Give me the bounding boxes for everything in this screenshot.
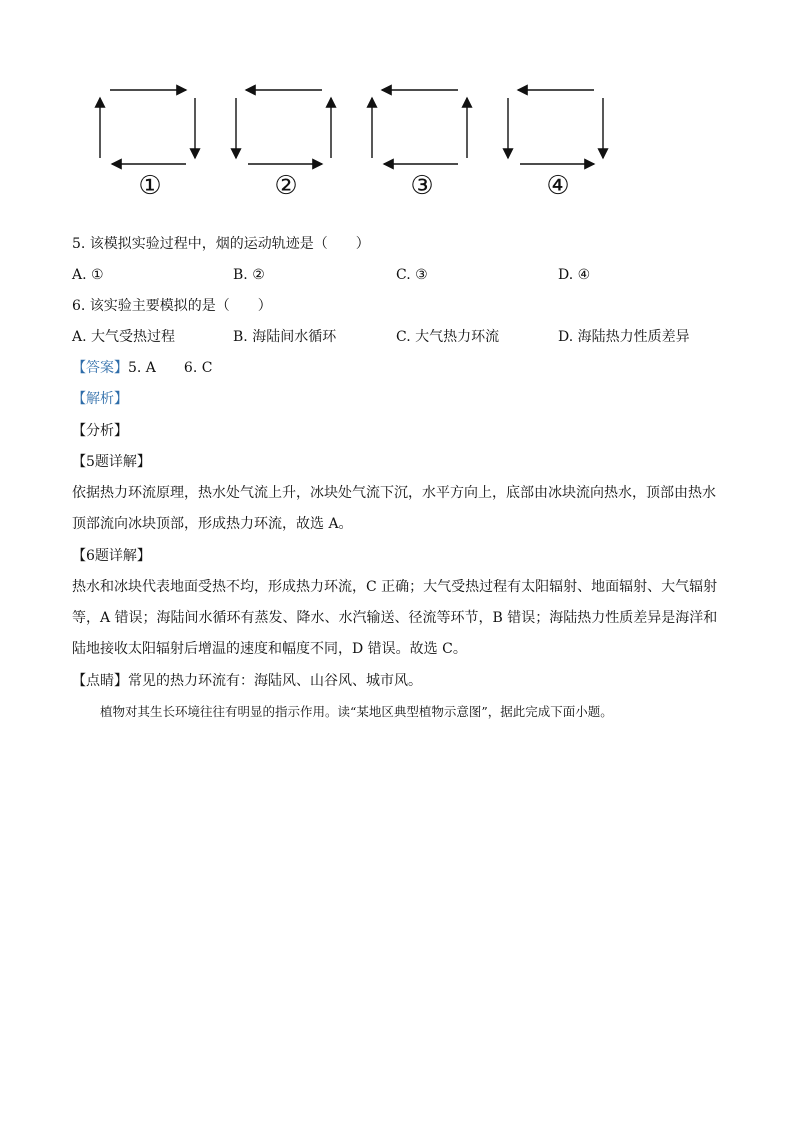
q6-option-a: A. 大气受热过程 [72,329,176,345]
q6-detail-text: 热水和冰块代表地面受热不均，形成热力环流，C 正确；大气受热过程有太阳辐射、地面辐射、大气辐射等，A 错误；海陆间水循环有蒸发、降水、水汽输送、径流等环节，B 错误；海陆热力性质差异是海洋和陆地接收太阳辐射后增温的速度和幅度不同，D 错误。故选 C。 [72,579,718,657]
q6-option-c: C. 大气热力环流 [396,329,500,345]
analysis-tag: 【解析】 [72,391,128,407]
diagram-2-label: ② [274,171,298,201]
q5-detail-tag: 【5题详解】 [72,454,151,470]
diagram-3-label: ③ [410,171,434,201]
answer-text: 5. A 6. C [128,360,213,376]
diagram-1 [90,72,210,212]
q6-stem: 6. 该实验主要模拟的是（ ） [72,298,272,314]
tip-text: 常见的热力环流有：海陆风、山谷风、城市风。 [128,673,422,689]
q6-detail-tag: 【6题详解】 [72,548,151,564]
fenxi-tag: 【分析】 [72,423,128,439]
diagram-2 [226,72,346,212]
q5-detail-text: 依据热力环流原理，热水处气流上升，冰块处气流下沉，水平方向上，底部由冰块流向热水，顶部由热水顶部流向冰块顶部，形成热力环流，故选 A。 [72,485,716,532]
q5-option-c: C. ③ [396,267,428,283]
q5-stem: 5. 该模拟实验过程中，烟的运动轨迹是（ ） [72,236,370,252]
answer-line [72,358,212,378]
diagram-3 [362,72,482,212]
diagram-4 [498,72,618,212]
answer-tag: 【答案】 [72,360,128,376]
diagram-4-label: ④ [546,171,570,201]
tip-tag: 【点睛】 [72,673,128,689]
diagram-1-label: ① [138,171,162,201]
q5-option-b: B. ② [233,267,265,283]
tip-line [72,671,422,691]
diagram-4-arrows [498,72,618,172]
diagram-2-arrows [226,72,346,172]
diagram-1-arrows [90,72,210,172]
q6-option-b: B. 海陆间水循环 [233,329,337,345]
next-section-intro: 植物对其生长环境往往有明显的指示作用。读“某地区典型植物示意图”，据此完成下面小题。 [100,704,613,719]
circulation-diagrams [60,72,620,212]
q6-option-d: D. 海陆热力性质差异 [558,329,690,345]
q5-option-d: D. ④ [558,267,591,283]
q5-option-a: A. ① [72,267,104,283]
diagram-3-arrows [362,72,482,172]
